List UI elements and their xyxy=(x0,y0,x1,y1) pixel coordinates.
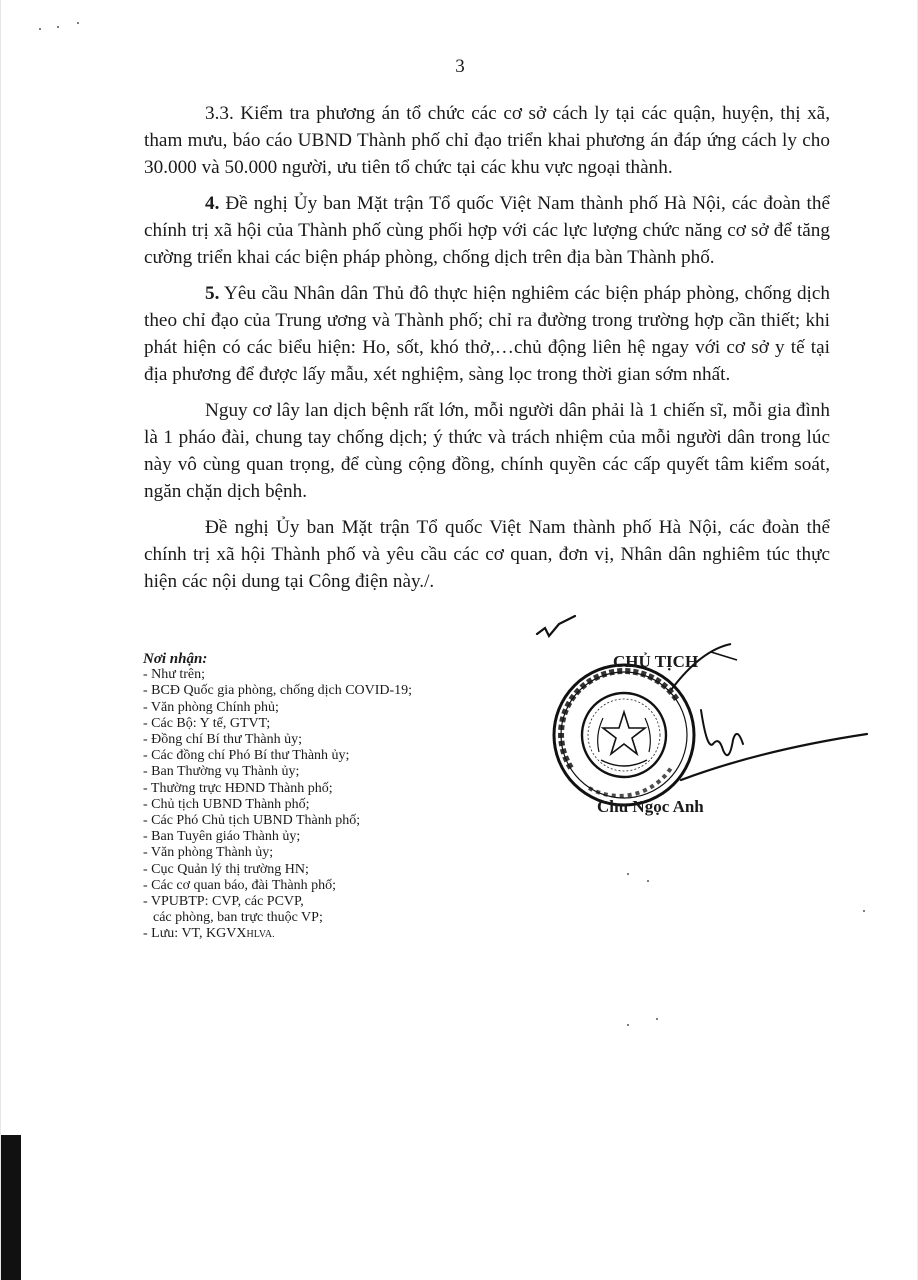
recipient-item-storage xyxy=(143,926,523,943)
scan-speck xyxy=(863,910,865,912)
recipient-item: các phòng, ban trực thuộc VP; xyxy=(153,910,323,926)
scan-speck xyxy=(656,1018,658,1020)
page-number: 3 xyxy=(455,56,465,77)
recipient-item: - Lưu: VT, KGVX xyxy=(143,926,247,942)
paragraph-text: Đề nghị Ủy ban Mặt trận Tổ quốc Việt Nam thành phố Hà Nội, các đoàn thể chính trị xã hội Thành phố và yêu cầu các cơ quan, đơn vị, Nhân dân nghiêm túc thực hiện các nội dung tại Công điện này./. xyxy=(144,517,830,592)
recipient-item: - Các đồng chí Phó Bí thư Thành ủy; xyxy=(143,748,350,764)
recipient-item: - Văn phòng Chính phủ; xyxy=(143,699,279,715)
paragraph-5 xyxy=(144,280,830,388)
storage-suffix: HLVA. xyxy=(246,929,275,941)
recipient-item: - Thường trực HĐND Thành phố; xyxy=(143,780,333,796)
paragraph-closing xyxy=(144,514,830,595)
paragraph-number: 4. xyxy=(205,193,220,214)
recipient-item: - Đồng chí Bí thư Thành ủy; xyxy=(143,732,302,748)
recipient-item: - Các cơ quan báo, đài Thành phố; xyxy=(143,877,336,893)
paragraph-text: Đề nghị Ủy ban Mặt trận Tổ quốc Việt Nam thành phố Hà Nội, các đoàn thể chính trị xã hội của Thành phố cùng phối hợp với các lực lượng chức năng cơ sở để tăng cường triển khai các biện pháp phòng, chống dịch trên địa bàn Thành phố. xyxy=(144,193,830,268)
scan-speck xyxy=(39,28,41,30)
signer-title: CHỦ TỊCH xyxy=(613,652,699,671)
recipients-list xyxy=(143,651,523,944)
recipient-item: - BCĐ Quốc gia phòng, chống dịch COVID-19; xyxy=(143,683,413,699)
recipient-item: - Ban Thường vụ Thành ủy; xyxy=(143,764,300,780)
recipient-item: - Như trên; xyxy=(143,667,206,683)
scan-edge-shadow xyxy=(1,1135,21,1280)
scan-speck xyxy=(627,1024,629,1026)
checkmark-scribble-icon xyxy=(531,610,579,640)
paragraph-text: 3.3. Kiểm tra phương án tổ chức các cơ sở cách ly tại các quận, huyện, thị xã, tham mưu, báo cáo UBND Thành phố chỉ đạo triển khai phương án đáp ứng cách ly cho 30.000 và 50.000 người, ưu tiên tổ chức tại các khu vực ngoại thành. xyxy=(144,103,830,178)
paragraph-3-3 xyxy=(144,100,830,181)
document-body xyxy=(144,100,830,604)
paragraph-number: 5. xyxy=(205,283,220,304)
scan-speck xyxy=(57,26,59,28)
recipients-title: Nơi nhận: xyxy=(143,651,208,667)
recipient-item: - Cục Quản lý thị trường HN; xyxy=(143,861,309,877)
recipient-item: - Văn phòng Thành ủy; xyxy=(143,845,274,861)
paragraph-warning xyxy=(144,397,830,505)
signer-name: Chu Ngọc Anh xyxy=(597,797,704,816)
scan-speck xyxy=(647,880,649,882)
recipient-item: - Chủ tịch UBND Thành phố; xyxy=(143,796,310,812)
scan-speck xyxy=(77,22,79,24)
scan-speck xyxy=(627,873,629,875)
paragraph-text: Yêu cầu Nhân dân Thủ đô thực hiện nghiêm các biện pháp phòng, chống dịch theo chỉ đạo của Trung ương và Thành phố; chỉ ra đường trong trường hợp cần thiết; khi phát hiện có các biểu hiện: Ho, sốt, khó thở,…chủ động liên hệ ngay với cơ sở y tế tại địa phương để được lấy mẫu, xét nghiệm, sàng lọc trong thời gian sớm nhất. xyxy=(144,283,830,385)
recipient-item: - VPUBTP: CVP, các PCVP, xyxy=(143,894,304,910)
paragraph-text: Nguy cơ lây lan dịch bệnh rất lớn, mỗi người dân phải là 1 chiến sĩ, mỗi gia đình là 1 pháo đài, chung tay chống dịch; ý thức và trách nhiệm của mỗi người dân trong lúc này vô cùng quan trọng, để cùng cộng đồng, chính quyền các cấp quyết tâm kiểm soát, ngăn chặn dịch bệnh. xyxy=(144,400,830,502)
recipient-item: - Các Bộ: Y tế, GTVT; xyxy=(143,715,271,731)
paragraph-4 xyxy=(144,190,830,271)
recipient-item: - Các Phó Chủ tịch UBND Thành phố; xyxy=(143,813,361,829)
recipient-item: - Ban Tuyên giáo Thành ủy; xyxy=(143,829,301,845)
